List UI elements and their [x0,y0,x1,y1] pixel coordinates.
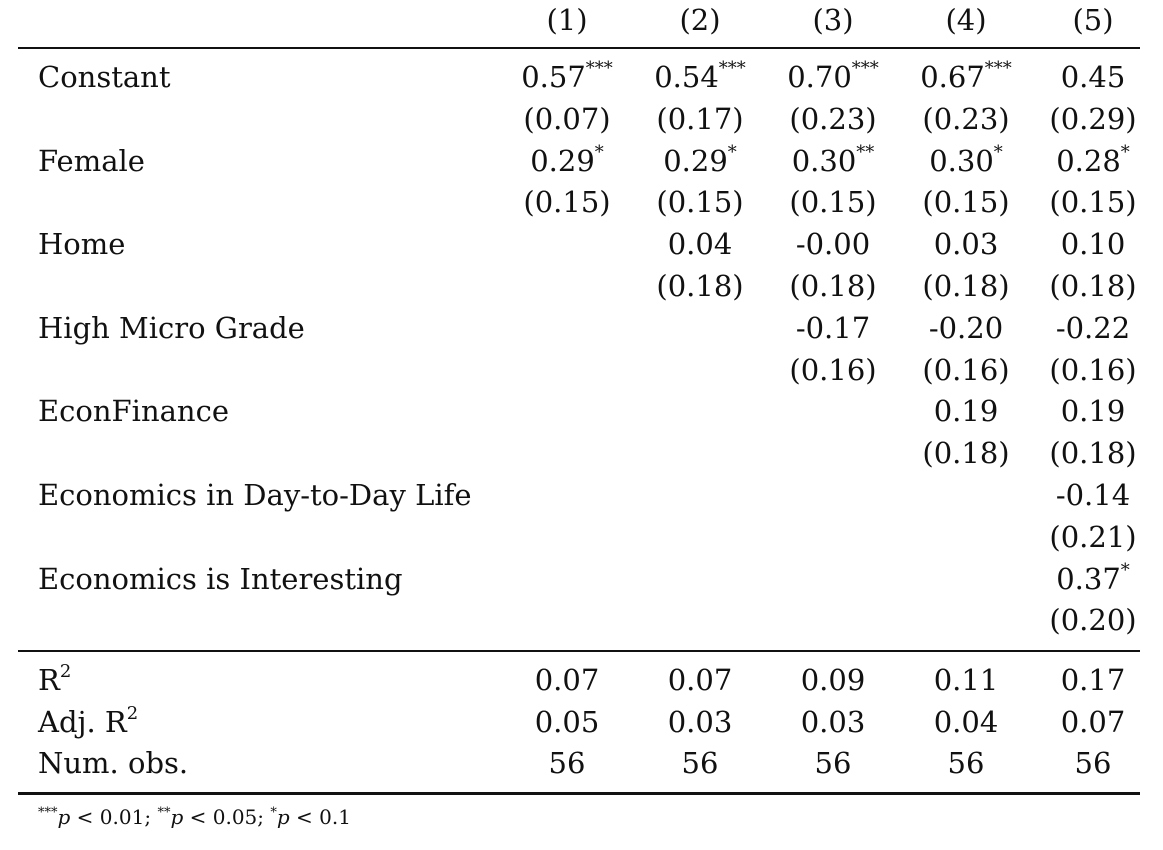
statistic-label [38,702,138,742]
statistic-value-text: 56 [681,746,719,781]
coefficient-estimate [1028,475,1158,515]
statistic-value-text: 0.03 [667,704,733,739]
coefficient-estimate [901,391,1031,431]
coefficient-estimate [901,308,1031,348]
coefficient-label [38,559,403,599]
coefficient-label [38,475,472,515]
footnote-p-symbol: p [276,805,290,829]
coefficient-estimate-superscript: * [1120,141,1130,163]
column-header [502,0,632,40]
standard-error [502,182,632,222]
coefficient-estimate [1028,141,1158,181]
coefficient-estimate [901,224,1031,264]
footnote-threshold: 0.1 [319,805,351,829]
footnote-separator: ; [144,805,158,829]
coefficient-estimate-text: -0.22 [1055,310,1131,345]
coefficient-label [38,308,305,348]
column-header [1028,0,1158,40]
statistic-value-text: 0.17 [1060,663,1126,697]
coefficient-estimate-text: 0.57 [521,60,586,94]
column-header-text: (1) [546,3,588,37]
standard-error-text: (0.18) [1049,269,1137,303]
footnote-stars: * [270,805,277,821]
standard-error-text: (0.20) [1049,603,1137,638]
footnote-operator: < [70,805,100,829]
coefficient-estimate-text: 0.29 [530,143,595,178]
coefficient-estimate-text: 0.03 [933,227,999,262]
coefficient-estimate [1028,224,1158,264]
coefficient-estimate [768,308,898,348]
standard-error [768,99,898,139]
coefficient-estimate [901,141,1031,181]
statistic-value [502,743,632,783]
standard-error [1028,182,1158,222]
coefficient-estimate [502,141,632,181]
statistic-label-superscript: 2 [59,661,72,683]
coefficient-estimate-text: 0.19 [933,394,999,429]
standard-error-text: (0.15) [922,185,1010,220]
coefficient-estimate-text: 0.04 [667,227,733,262]
statistic-value [1028,660,1158,700]
coefficient-estimate [901,57,1031,97]
standard-error-text: (0.23) [789,101,877,136]
footnote-stars: *** [38,805,58,821]
standard-error [635,99,765,139]
column-header [768,0,898,40]
significance-footnote [38,800,351,834]
standard-error-text: (0.15) [656,185,744,220]
footnote-threshold: 0.05 [212,805,258,829]
coefficient-estimate [502,57,632,97]
coefficient-estimate [1028,57,1158,97]
coefficient-estimate-text: 0.19 [1060,394,1126,429]
statistic-value-text: 0.09 [800,663,866,697]
standard-error-text: (0.29) [1049,101,1137,136]
statistic-value-text: 0.11 [933,663,999,697]
middle-rule [18,650,1140,652]
statistic-value [635,743,765,783]
standard-error-text: (0.21) [1049,519,1137,554]
standard-error [1028,517,1158,557]
coefficient-estimate-text: 0.30 [791,143,857,178]
standard-error [901,266,1031,306]
standard-error [635,182,765,222]
column-header [901,0,1031,40]
coefficient-estimate-text: 0.30 [929,143,994,178]
standard-error [1028,266,1158,306]
coefficient-estimate-text: -0.14 [1055,478,1131,512]
coefficient-estimate-superscript: *** [585,58,613,80]
coefficient-label [38,57,170,97]
statistic-value [635,660,765,700]
coefficient-label-text: EconFinance [38,394,229,429]
footnote-p-symbol: p [57,805,71,829]
standard-error-text: (0.18) [922,436,1010,471]
standard-error [768,182,898,222]
standard-error [1028,600,1158,640]
coefficient-estimate-superscript: *** [984,58,1012,80]
standard-error-text: (0.16) [1049,352,1137,387]
coefficient-estimate-superscript: * [727,141,737,163]
standard-error [768,266,898,306]
statistic-value [502,660,632,700]
statistic-value [901,743,1031,783]
standard-error [1028,99,1158,139]
coefficient-estimate-text: 0.29 [663,143,728,178]
statistic-label-text: Num. obs. [38,746,189,781]
statistic-value [1028,702,1158,742]
standard-error-text: (0.15) [789,185,877,220]
standard-error-text: (0.07) [523,101,611,136]
footnote-operator: < [183,805,213,829]
statistic-value-text: 56 [548,746,586,781]
statistic-label-superscript: 2 [126,702,139,724]
coefficient-label-text: High Micro Grade [38,310,305,345]
coefficient-estimate [768,224,898,264]
standard-error-text: (0.23) [922,101,1010,136]
standard-error [1028,433,1158,473]
coefficient-label-text: Constant [38,60,171,94]
coefficient-estimate [1028,308,1158,348]
coefficient-estimate-text: 0.45 [1060,60,1126,94]
statistic-label [38,660,71,700]
standard-error [635,266,765,306]
standard-error-text: (0.15) [523,185,611,220]
column-header-text: (2) [679,3,721,37]
coefficient-estimate [768,57,898,97]
footnote-threshold: 0.01 [99,805,145,829]
bottom-rule [18,792,1140,795]
statistic-value-text: 56 [947,746,985,781]
statistic-value [901,702,1031,742]
coefficient-estimate [635,57,765,97]
coefficient-estimate-text: 0.67 [920,60,985,94]
coefficient-estimate [635,141,765,181]
statistic-value-text: 0.07 [667,663,733,697]
column-header-text: (3) [812,3,854,37]
statistic-label-text: R [38,663,60,697]
footnote-p-symbol: p [170,805,184,829]
coefficient-estimate [635,224,765,264]
column-header-text: (5) [1072,3,1114,37]
coefficient-estimate-superscript: * [1120,559,1130,581]
coefficient-estimate-text: 0.70 [787,60,852,94]
coefficient-estimate-text: -0.00 [795,227,871,262]
statistic-value-text: 56 [814,746,852,781]
footnote-operator: < [289,805,320,829]
coefficient-estimate [1028,391,1158,431]
coefficient-estimate-text: -0.17 [795,310,871,345]
footnote-stars: ** [157,805,171,821]
standard-error-text: (0.16) [922,352,1010,387]
coefficient-estimate-text: 0.37 [1056,561,1121,596]
coefficient-estimate-superscript: *** [851,58,879,80]
top-rule [18,47,1140,49]
statistic-value [1028,743,1158,783]
standard-error-text: (0.18) [789,269,877,303]
statistic-value [768,702,898,742]
coefficient-estimate-text: 0.54 [654,60,719,94]
coefficient-estimate-superscript: * [993,141,1003,163]
coefficient-label-text: Economics is Interesting [38,561,403,596]
standard-error [502,99,632,139]
standard-error [901,99,1031,139]
column-header [635,0,765,40]
standard-error-text: (0.18) [656,269,744,303]
statistic-value-text: 0.05 [534,704,600,739]
standard-error [901,433,1031,473]
standard-error-text: (0.17) [656,101,744,136]
standard-error-text: (0.15) [1049,185,1137,220]
coefficient-estimate-superscript: * [594,141,604,163]
standard-error-text: (0.18) [1049,436,1137,471]
standard-error [768,350,898,390]
statistic-value [768,743,898,783]
standard-error [1028,350,1158,390]
statistic-value-text: 0.04 [933,704,999,739]
statistic-value-text: 0.03 [800,704,866,739]
statistic-label [38,743,188,783]
footnote-separator: ; [257,805,271,829]
standard-error [901,182,1031,222]
coefficient-label-text: Female [38,143,145,178]
statistic-value-text: 0.07 [534,663,600,697]
coefficient-estimate-superscript: *** [718,58,746,80]
statistic-value [502,702,632,742]
statistic-value [901,660,1031,700]
coefficient-estimate [1028,559,1158,599]
coefficient-label [38,141,145,181]
coefficient-estimate-text: 0.28 [1056,143,1121,178]
coefficient-label [38,224,125,264]
standard-error-text: (0.16) [789,352,877,387]
coefficient-label-text: Economics in Day-to-Day Life [38,478,472,512]
coefficient-label [38,391,229,431]
column-header-text: (4) [945,3,987,37]
standard-error [901,350,1031,390]
standard-error-text: (0.18) [922,269,1010,303]
coefficient-estimate-text: 0.10 [1060,227,1126,262]
statistic-value [635,702,765,742]
statistic-label-text: Adj. R [38,704,127,739]
coefficient-label-text: Home [38,227,126,262]
coefficient-estimate-superscript: ** [856,141,875,163]
coefficient-estimate [768,141,898,181]
statistic-value [768,660,898,700]
statistic-value-text: 56 [1074,746,1112,781]
statistic-value-text: 0.07 [1060,704,1126,739]
coefficient-estimate-text: -0.20 [928,310,1004,345]
